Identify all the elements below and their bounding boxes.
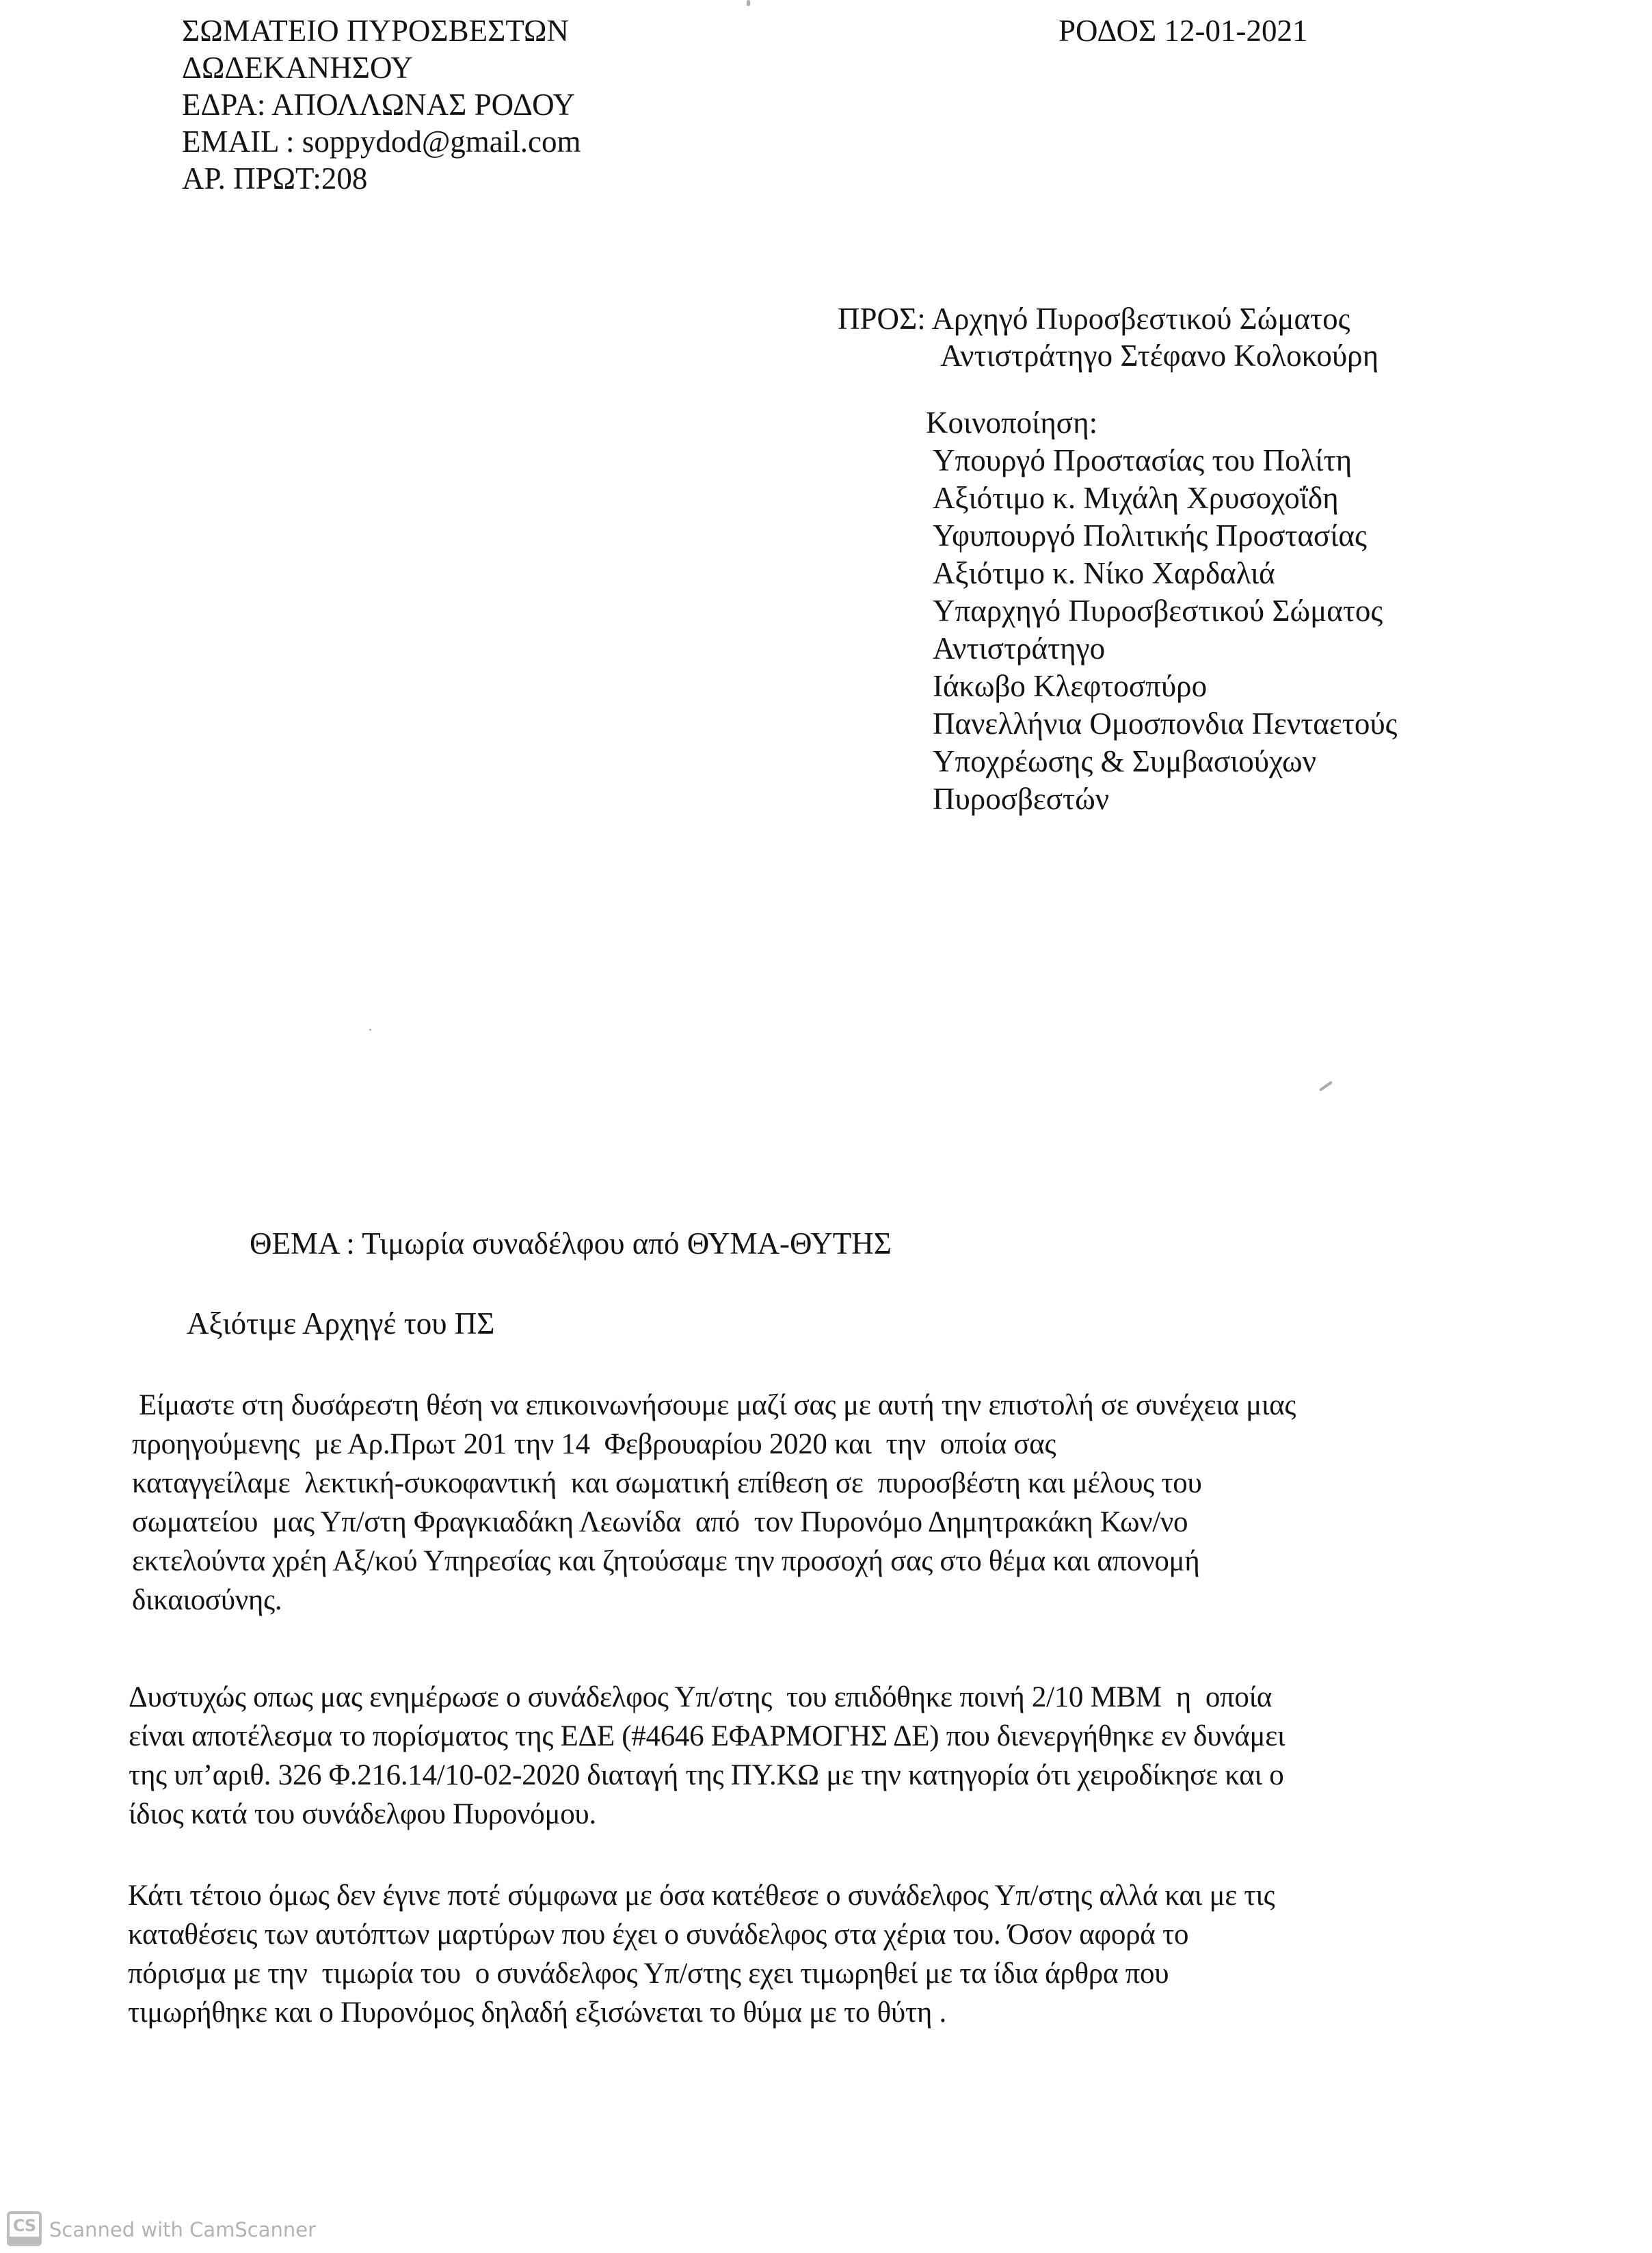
cc-title: Κοινοποίηση: — [926, 406, 1098, 440]
paragraph-line: προηγούμενης με Αρ.Πρωτ 201 την 14 Φεβρουαρίου 2020 και την οποία σας — [132, 1428, 1056, 1460]
paragraph-line: καταγγείλαμε λεκτική-συκοφαντική και σωματική επίθεση σε πυροσβέστη και μέλους του — [132, 1467, 1202, 1499]
paragraph-line: Δυστυχώς οπως μας ενημέρωσε ο συνάδελφος Υπ/στης του επιδόθηκε ποινή 2/10 MBM η οποία — [129, 1681, 1273, 1713]
sender-region: ΔΩΔΕΚΑΝΗΣΟΥ — [182, 51, 413, 85]
cc-item: Υπουργό Προστασίας του Πολίτη — [933, 443, 1353, 477]
paragraph-line: της υπ’αριθ. 326 Φ.216.14/10-02-2020 διαταγή της ΠΥ.ΚΩ με την κατηγορία ότι χειροδίκησε και ο — [129, 1759, 1284, 1791]
sender-union-name: ΣΩΜΑΤΕΙΟ ΠΥΡΟΣΒΕΣΤΩΝ — [182, 14, 569, 48]
subject-line: ΘΕΜΑ : Τιμωρία συναδέλφου από ΘΥΜΑ-ΘΥΤΗΣ — [250, 1226, 892, 1261]
cc-item: Αντιστράτηγο — [933, 631, 1106, 666]
paragraph-line: πόρισμα με την τιμωρία του ο συνάδελφος Υπ/στης εχει τιμωρηθεί με τα ίδια άρθρα που — [128, 1958, 1169, 1990]
cc-item: Υποχρέωσης & Συμβασιούχων — [933, 744, 1316, 778]
sender-protocol-number: ΑΡ. ΠΡΩΤ:208 — [182, 161, 368, 196]
sender-seat: ΕΔΡΑ: ΑΠΟΛΛΩΝΑΣ ΡΟΔΟΥ — [182, 88, 575, 122]
camscanner-logo-icon — [7, 2211, 42, 2246]
camscanner-logo-text: CS — [12, 2216, 36, 2235]
cc-item: Αξιότιμο κ. Μιχάλη Χρυσοχοΐδη — [933, 481, 1339, 515]
cc-item: Υπαρχηγό Πυροσβεστικού Σώματος — [933, 594, 1383, 628]
scan-speck — [1319, 1081, 1333, 1092]
paragraph-line: εκτελούντα χρέη Αξ/κού Υπηρεσίας και ζητούσαμε την προσοχή σας στο θέμα και απονομή — [132, 1545, 1200, 1577]
recipient-name: Αντιστράτηγο Στέφανο Κολοκούρη — [940, 339, 1379, 373]
recipient-title: ΠΡΟΣ: Αρχηγό Πυροσβεστικού Σώματος — [838, 302, 1350, 336]
paragraph-line: σωματείου μας Υπ/στη Φραγκιαδάκη Λεωνίδα από τον Πυρονόμο Δημητρακάκη Κων/νο — [132, 1506, 1188, 1538]
paragraph-line: τιμωρήθηκε και ο Πυρονόμος δηλαδή εξισώνεται το θύμα με το θύτη . — [128, 1997, 946, 2029]
camscanner-logo-strip — [10, 2237, 39, 2243]
paragraph-line: Κάτι τέτοιο όμως δεν έγινε ποτέ σύμφωνα με όσα κατέθεσε ο συνάδελφος Υπ/στης αλλά και με τις — [128, 1880, 1275, 1912]
paragraph-line: καταθέσεις των αυτόπτων μαρτύρων που έχει ο συνάδελφος στα χέρια του. Όσον αφορά το — [128, 1919, 1189, 1951]
sender-email: EMAIL : soppydod@gmail.com — [182, 124, 581, 159]
paragraph-line: Είμαστε στη δυσάρεστη θέση να επικοινωνήσουμε μαζί σας με αυτή την επιστολή σε συνέχεια μιας — [139, 1389, 1296, 1421]
camscanner-watermark-label: Scanned with CamScanner — [49, 2218, 317, 2241]
paragraph-line: δικαιοσύνης. — [132, 1584, 282, 1616]
cc-item: Πυροσβεστών — [933, 782, 1110, 816]
scan-speck — [747, 0, 750, 6]
cc-item: Υφυπουργό Πολιτικής Προστασίας — [933, 518, 1367, 553]
paragraph-line: είναι αποτέλεσμα το πορίσματος της ΕΔΕ (#4646 ΕΦΑΡΜΟΓΗΣ ΔΕ) που διενεργήθηκε εν δυνάμει — [129, 1720, 1285, 1752]
cc-item: Πανελλήνια Ομοσπονδια Πενταετούς — [933, 707, 1398, 741]
date-line: ΡΟΔΟΣ 12-01-2021 — [1058, 14, 1308, 48]
paragraph-line: ίδιος κατά του συνάδελφου Πυρονόμου. — [129, 1798, 596, 1830]
scan-speck — [369, 1029, 371, 1031]
cc-item: Αξιότιμο κ. Νίκο Χαρδαλιά — [933, 556, 1275, 590]
salutation: Αξιότιμε Αρχηγέ του ΠΣ — [187, 1306, 495, 1341]
cc-item: Ιάκωβο Κλεφτοσπύρο — [933, 669, 1208, 703]
